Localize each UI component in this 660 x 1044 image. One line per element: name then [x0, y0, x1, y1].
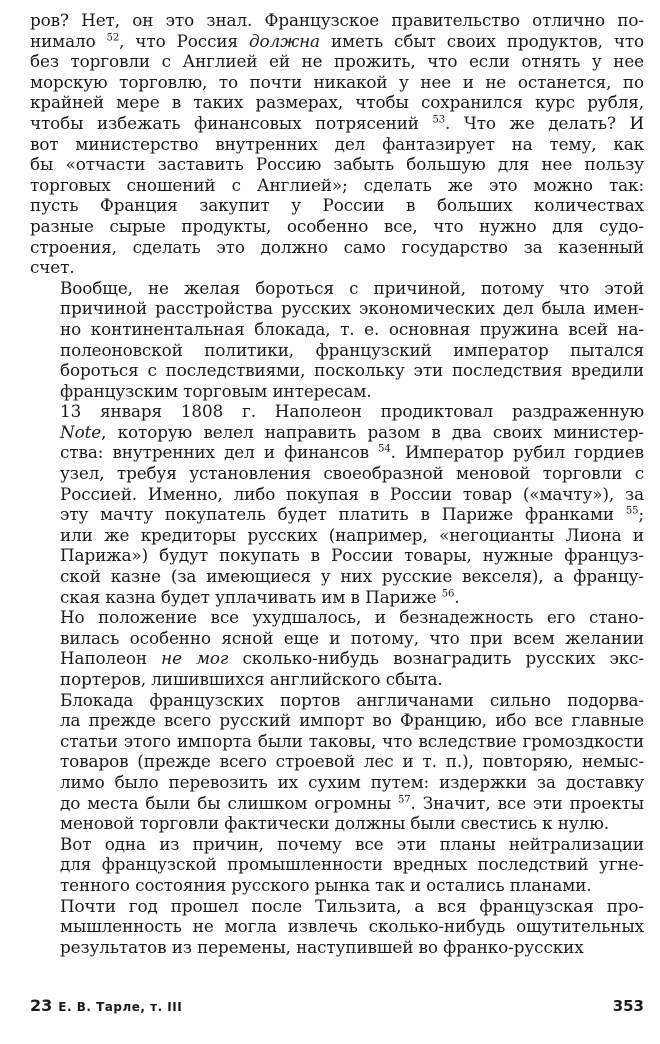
- paragraph: [30, 278, 644, 402]
- text-run: иметь сбыт своих продуктов, что: [319, 30, 645, 51]
- text-line: [30, 422, 644, 443]
- text-run: вилась особенно ясной еще и потому, что при всем желании: [60, 627, 644, 648]
- text-line: [30, 813, 644, 834]
- text-run: строения, сделать это должно само государство за казенный: [30, 236, 644, 257]
- text-run: Парижа») будут покупать в России товары, нужные француз-: [60, 545, 644, 566]
- text-line: [30, 463, 644, 484]
- text-line: [30, 257, 644, 278]
- text-line: [30, 113, 644, 134]
- text-run: , которую велел направить разом в два своих министер-: [101, 421, 644, 442]
- text-run: ров? Нет, он это знал. Французское правительство отлично по-: [30, 10, 644, 30]
- text-run: счет.: [30, 257, 75, 278]
- text-run: мышленность не могла извлечь сколько-нибудь ощутительных: [60, 916, 644, 937]
- text-run: бы «отчасти заставить Россию забыть большую для нее пользу: [30, 154, 644, 175]
- text-run: полеоновской политики, французский император пытался: [60, 339, 644, 360]
- paragraph: [30, 10, 644, 278]
- text-line: [30, 896, 644, 917]
- text-line: [30, 793, 644, 814]
- page-number: 353: [612, 997, 644, 1015]
- text-run: ская казна будет уплачивать им в Париже: [60, 586, 442, 607]
- text-line: [30, 484, 644, 505]
- footnote-ref: 55: [625, 505, 639, 517]
- text-run: тенного состояния русского рынка так и остались планами.: [60, 874, 592, 895]
- text-line: [30, 854, 644, 875]
- text-run: , что Россия: [119, 30, 249, 51]
- text-run: чтобы избежать финансовых потрясений: [30, 112, 433, 133]
- footnote-ref: 54: [378, 443, 391, 455]
- text-run: французским торговым интересам.: [60, 380, 372, 401]
- text-line: [30, 216, 644, 237]
- body-text: [30, 10, 644, 957]
- text-run: портеров, лишившихся английского сбыта.: [60, 669, 443, 689]
- text-run: . Значит, все эти проекты: [410, 792, 644, 813]
- text-run: причиной расстройства русских экономических дел была имен-: [60, 298, 644, 319]
- text-line: [30, 875, 644, 896]
- footnote-ref: 57: [397, 793, 411, 805]
- paragraph: [30, 834, 644, 896]
- paragraph: [30, 690, 644, 834]
- text-line: [30, 134, 644, 155]
- text-line: [30, 31, 644, 52]
- emphasis-text: должна: [248, 30, 320, 51]
- text-line: [30, 319, 644, 340]
- text-line: [30, 525, 644, 546]
- text-run: но континентальная блокада, т. е. основная пружина всей на-: [60, 318, 644, 339]
- text-line: [30, 751, 644, 772]
- text-line: [30, 154, 644, 175]
- text-line: [30, 566, 644, 587]
- text-run: крайней мере в таких размерах, чтобы сохранился курс рубля,: [30, 92, 644, 113]
- text-line: [30, 72, 644, 93]
- text-line: [30, 731, 644, 752]
- text-run: сколько-нибудь вознаградить русских экс-: [228, 648, 645, 669]
- text-run: для французской промышленности вредных последствий угне-: [60, 854, 644, 875]
- text-line: [30, 298, 644, 319]
- text-run: без торговли с Англией ей не прожить, что если отнять у нее: [30, 51, 644, 72]
- text-run: статьи этого импорта были таковы, что вследствие громоздкости: [60, 730, 644, 751]
- text-run: лимо было перевозить их сухим путем: издержки за доставку: [60, 771, 644, 792]
- text-run: .: [454, 586, 460, 607]
- text-line: [30, 381, 644, 402]
- page-footer: [30, 996, 644, 1015]
- text-line: [30, 442, 644, 463]
- emphasis-text: Note: [60, 421, 102, 442]
- printer-signature: [30, 996, 182, 1015]
- text-run: торговых сношений с Англией»; сделать же это можно так:: [30, 174, 644, 195]
- paragraph: [30, 607, 644, 689]
- text-run: . Что же делать? И: [445, 112, 644, 133]
- text-run: Наполеон: [60, 648, 162, 669]
- paragraph: [30, 401, 644, 607]
- paragraph: [30, 896, 644, 958]
- signature-text: Е. В. Тарле, т. III: [58, 1000, 183, 1014]
- text-run: Россией. Именно, либо покупая в России товар («мачту»), за: [60, 483, 644, 504]
- text-run: результатов из перемены, наступившей во франко-русских: [60, 936, 584, 957]
- text-run: или же кредиторы русских (например, «негоцианты Лиона и: [60, 524, 644, 545]
- text-line: [30, 360, 644, 381]
- text-line: [30, 545, 644, 566]
- text-run: до места были бы слишком огромны: [60, 792, 398, 813]
- text-run: меновой торговли фактически должны были свестись к нулю.: [60, 813, 609, 834]
- footnote-ref: 56: [441, 588, 455, 600]
- text-run: Почти год прошел после Тильзита, а вся французская про-: [60, 895, 644, 916]
- text-line: [30, 916, 644, 937]
- text-run: . Император рубил гордиев: [390, 442, 644, 463]
- text-run: Вообще, не желая бороться с причиной, потому что этой: [60, 277, 644, 298]
- text-line: [30, 628, 644, 649]
- text-line: [30, 669, 644, 690]
- text-run: Блокада французских портов англичанами сильно подорва-: [60, 689, 644, 710]
- text-line: [30, 340, 644, 361]
- text-line: [30, 504, 644, 525]
- text-line: [30, 195, 644, 216]
- text-line: [30, 10, 644, 31]
- text-run: нимало: [30, 30, 107, 51]
- text-run: морскую торговлю, то почти никакой у нее и не останется, по: [30, 71, 644, 92]
- text-run: 13 января 1808 г. Наполеон продиктовал раздраженную: [60, 401, 644, 422]
- footnote-ref: 53: [432, 114, 445, 126]
- text-run: ла прежде всего русский импорт во Францию, ибо все главные: [60, 710, 644, 731]
- text-line: [30, 401, 644, 422]
- text-run: ства: внутренних дел и финансов: [60, 442, 379, 463]
- text-line: [30, 648, 644, 669]
- text-run: ;: [638, 504, 644, 525]
- text-line: [30, 834, 644, 855]
- text-run: бороться с последствиями, поскольку эти последствия вредили: [60, 360, 644, 381]
- text-line: [30, 92, 644, 113]
- text-line: [30, 772, 644, 793]
- text-run: товаров (прежде всего строевой лес и т. п.), повторяю, немыс-: [60, 751, 644, 772]
- signature-number: 23: [30, 996, 53, 1015]
- text-line: [30, 690, 644, 711]
- text-run: Но положение все ухудшалось, и безнадежность его стано-: [60, 607, 644, 628]
- text-line: [30, 587, 644, 608]
- text-line: [30, 237, 644, 258]
- emphasis-text: не мог: [161, 648, 229, 669]
- text-line: [30, 710, 644, 731]
- text-line: [30, 51, 644, 72]
- text-run: пусть Франция закупит у России в больших количествах: [30, 195, 644, 216]
- text-run: разные сырые продукты, особенно все, что нужно для судо-: [30, 215, 644, 236]
- text-run: узел, требуя установления своеобразной меновой торговли с: [60, 463, 644, 484]
- text-run: Вот одна из причин, почему все эти планы нейтрализации: [60, 833, 644, 854]
- text-line: [30, 175, 644, 196]
- text-line: [30, 937, 644, 958]
- text-run: эту мачту покупатель будет платить в Париже франками: [60, 504, 626, 525]
- text-run: вот министерство внутренних дел фантазирует на тему, как: [30, 133, 644, 154]
- text-run: ской казне (за имеющиеся у них русские векселя), а францу-: [60, 566, 644, 587]
- footnote-ref: 52: [106, 32, 120, 43]
- text-line: [30, 607, 644, 628]
- text-line: [30, 278, 644, 299]
